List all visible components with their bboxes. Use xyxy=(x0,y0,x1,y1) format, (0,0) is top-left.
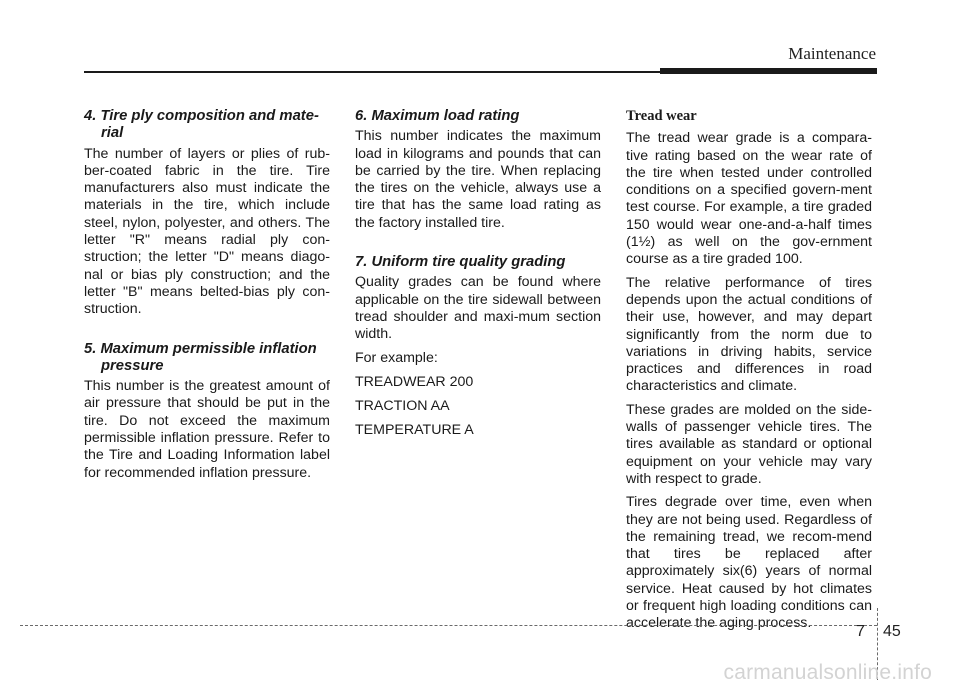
example-traction: TRACTION AA xyxy=(355,398,450,415)
example-intro: For example: xyxy=(355,349,438,366)
example-treadwear: TREADWEAR 200 xyxy=(355,373,474,390)
page-number: 45 xyxy=(883,623,901,640)
heading-max-load: 6. Maximum load rating xyxy=(355,108,520,124)
column-left xyxy=(84,108,330,488)
column-right xyxy=(626,108,872,639)
header-rule-thin xyxy=(84,71,660,73)
footer-divider xyxy=(20,625,877,626)
paragraph-max-inflation: This number is the greatest amount of air pressure that should be put in the tire. Do not exceed the maximum permissible inflation pressure. Refer to the Tire and Loading Information label for recommended inflation pressure. xyxy=(84,378,330,481)
paragraph-max-load: This number indicates the maximum load in kilograms and pounds that can be carried by the tire. When replacing the tires on the vehicle, always use a tire that has the same load rating as the factory installed tire. xyxy=(355,128,601,231)
paragraph-quality-grading: Quality grades can be found where applicable on the tire sidewall between tread shoulder and maxi-mum section width. xyxy=(355,274,601,343)
section-title: Maintenance xyxy=(788,44,876,63)
paragraph-tread-wear-3: These grades are molded on the side-walls of passenger vehicle tires. The tires available as standard or optional equipment on your vehicle may vary with respect to grade. xyxy=(626,401,872,487)
heading-quality-grading: 7. Uniform tire quality grading xyxy=(355,254,566,271)
example-temperature: TEMPERATURE A xyxy=(355,422,474,439)
watermark: carmanualsonline.info xyxy=(723,661,932,684)
heading-max-inflation: 5. Maximum permissible inflation pressure xyxy=(84,340,317,374)
heading-tread-wear: Tread wear xyxy=(626,108,697,124)
heading-ply-composition: 4. Tire ply composition and mate-rial xyxy=(84,108,319,142)
chapter-number: 7 xyxy=(856,623,865,640)
paragraph-ply-composition: The number of layers or plies of rub-ber-coated fabric in the tire. Tire manufacturers also must indicate the materials in the tire, which include steel, nylon, polyester, and others. The letter "R" means radial ply con-struction; the letter "D" means diago-nal or bias ply construction; and the letter "B" means belted-bias ply con-struction. xyxy=(84,145,330,318)
paragraph-tread-wear-4: Tires degrade over time, even when they are not being used. Regardless of the remaining tread, we recom-mend that tires be replaced after approximately six(6) years of normal service. Heat caused by hot climates or frequent high loading conditions can accelerate the aging process. xyxy=(626,494,872,632)
column-middle xyxy=(355,108,601,447)
paragraph-tread-wear-1: The tread wear grade is a compara-tive rating based on the wear rate of the tire when tested under controlled conditions on a specified govern-ment test course. For example, a tire graded 150 would wear one-and-a-half times (1½) as well on the gov-ernment course as a tire graded 100. xyxy=(626,130,872,268)
header-rule-thick xyxy=(660,68,877,74)
paragraph-tread-wear-2: The relative performance of tires depends upon the actual conditions of their use, however, and may depart significantly from the norm due to variations in driving habits, service practices and differences in road characteristics and climate. xyxy=(626,274,872,395)
